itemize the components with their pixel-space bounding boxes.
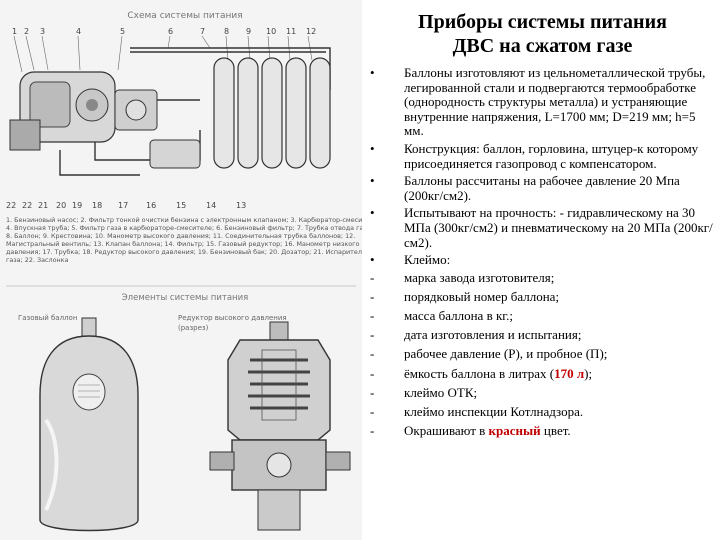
list-item bbox=[370, 271, 715, 286]
dash-marker: - bbox=[370, 404, 375, 420]
description-list bbox=[370, 66, 715, 443]
callout-number: 12 bbox=[306, 27, 317, 36]
callout-number: 20 bbox=[56, 201, 67, 210]
legend-line: 8. Баллон; 9. Крестовина; 10. Манометр высокого давления; 11. Соединительная трубка баллонов; 12. bbox=[6, 232, 356, 240]
capacity-text-before: ёмкость баллона в литрах ( bbox=[404, 365, 555, 381]
dash-marker: - bbox=[370, 423, 375, 439]
callout-number: 21 bbox=[38, 201, 49, 210]
bullet-marker: • bbox=[370, 205, 375, 221]
callout-number: 11 bbox=[286, 27, 297, 36]
list-item bbox=[370, 253, 715, 268]
callout-number: 7 bbox=[200, 27, 206, 36]
bullet-marker: • bbox=[370, 65, 375, 80]
dash-marker: - bbox=[370, 327, 375, 343]
legend-line: 4. Впускная труба; 5. Фильтр газа в карбюраторе-смесителе; 6. Бензиновый фильтр; 7. Трубка отвода газа; bbox=[6, 224, 362, 232]
callout-number: 22 bbox=[22, 201, 33, 210]
list-item-text: рабочее давление (Р), и пробное (П); bbox=[404, 346, 608, 362]
top-callout-numbers bbox=[12, 27, 316, 36]
callout-number: 18 bbox=[92, 201, 103, 210]
list-item bbox=[370, 142, 715, 171]
paint-text-before: Окрашивают в bbox=[404, 423, 489, 439]
gas-cylinders bbox=[214, 58, 330, 168]
list-item-text: Испытывают на прочность: - гидравлическому на 30 МПа (300кг/см2) и пневматическому на 20 МПа (200кг/см2). bbox=[404, 205, 713, 250]
dash-marker: - bbox=[370, 346, 375, 362]
paint-highlight: красный bbox=[488, 423, 541, 439]
list-item bbox=[370, 328, 715, 343]
callout-number: 9 bbox=[246, 27, 252, 36]
reducer-unit bbox=[115, 90, 157, 130]
callout-number: 14 bbox=[206, 201, 217, 210]
callout-number: 1 bbox=[12, 27, 18, 36]
list-item bbox=[370, 206, 715, 250]
list-item-capacity bbox=[370, 367, 715, 382]
list-item-text: порядковый номер баллона; bbox=[404, 288, 560, 304]
callout-number: 13 bbox=[236, 201, 247, 210]
list-item bbox=[370, 174, 715, 203]
callout-number: 15 bbox=[176, 201, 187, 210]
paint-text-after: цвет. bbox=[540, 423, 571, 439]
list-item-text: клеймо инспекции Котлнадзора. bbox=[404, 404, 584, 420]
callout-number: 8 bbox=[224, 27, 230, 36]
bottom-figure-caption: Элементы системы питания bbox=[121, 293, 249, 303]
list-item-text: Баллоны рассчитаны на рабочее давление 20 Мпа (200кг/см2). bbox=[404, 173, 680, 203]
fuel-system-illustration bbox=[0, 0, 362, 540]
dash-marker: - bbox=[370, 365, 375, 381]
bullet-marker: • bbox=[370, 252, 375, 268]
list-item bbox=[370, 386, 715, 401]
dash-marker: - bbox=[370, 384, 375, 400]
list-item-text: масса баллона в кг.; bbox=[404, 308, 514, 324]
figure-legend bbox=[6, 216, 362, 264]
list-item-text: Баллоны изготовляют из цельнометаллической трубы, легированной стали и подвергаются термообработке (однородность структуры металла) и устраняющие внутренние напряжения, L=1700 мм; D=219 мм; h=5 мм. bbox=[404, 65, 706, 139]
legend-line: 1. Бензиновый насос; 2. Фильтр тонкой очистки бензина с электронным клапаном; 3. Карбюратор-смеситель; bbox=[6, 216, 362, 224]
bottom-callout-numbers bbox=[6, 201, 246, 210]
top-figure-caption: Схема системы питания bbox=[127, 11, 243, 21]
callout-number: 3 bbox=[40, 27, 46, 36]
figure-panel bbox=[0, 0, 362, 540]
list-item-text: марка завода изготовителя; bbox=[404, 269, 555, 285]
callout-number: 17 bbox=[118, 201, 129, 210]
reducer-label: Редуктор высокого давления bbox=[178, 314, 287, 322]
callout-number: 6 bbox=[168, 27, 174, 36]
capacity-text-after: ); bbox=[584, 365, 593, 381]
legend-line: Магистральный вентиль; 13. Клапан баллона; 14. Фильтр; 15. Газовый редуктор; 16. Манометр низкого bbox=[6, 240, 360, 248]
list-item bbox=[370, 347, 715, 362]
list-item-paint bbox=[370, 424, 715, 439]
gas-cylinder-drawing bbox=[40, 318, 138, 531]
list-item bbox=[370, 66, 715, 139]
dash-marker: - bbox=[370, 308, 375, 324]
dash-marker: - bbox=[370, 288, 375, 304]
list-item-text: Клеймо: bbox=[404, 252, 451, 268]
engine-block bbox=[10, 72, 115, 150]
callout-number: 19 bbox=[72, 201, 83, 210]
callout-number: 10 bbox=[266, 27, 277, 36]
list-item bbox=[370, 309, 715, 324]
callout-number: 4 bbox=[76, 27, 82, 36]
list-item bbox=[370, 405, 715, 420]
title-line-1: Приборы системы питания bbox=[418, 11, 667, 33]
reducer-cross-section bbox=[210, 322, 350, 530]
legend-line: давления; 17. Трубка; 18. Редуктор высокого давления; 19. Бензиновый бак; 20. Дозатор; 21. Испаритель bbox=[6, 248, 362, 256]
callout-number: 5 bbox=[120, 27, 126, 36]
list-item-text: дата изготовления и испытания; bbox=[404, 327, 582, 343]
list-item-text: клеймо ОТК; bbox=[404, 384, 478, 400]
title-line-2: ДВС на сжатом газе bbox=[452, 35, 633, 57]
capacity-highlight: 170 л bbox=[554, 365, 585, 381]
legend-line: газа; 22. Заслонка bbox=[6, 256, 69, 264]
dash-marker: - bbox=[370, 269, 375, 285]
list-item-text: Конструкция: баллон, горловина, штуцер-к которому присоединяется газопровод с компенсатором. bbox=[404, 140, 699, 171]
fuel-tank bbox=[150, 140, 200, 168]
slide-title bbox=[370, 10, 715, 58]
bullet-marker: • bbox=[370, 140, 375, 156]
callout-number: 16 bbox=[146, 201, 157, 210]
callout-number: 22 bbox=[6, 201, 17, 210]
gas-cylinder-label: Газовый баллон bbox=[18, 314, 78, 322]
callout-number: 2 bbox=[24, 27, 30, 36]
reducer-label-sub: (разрез) bbox=[178, 324, 209, 332]
bullet-marker: • bbox=[370, 173, 375, 189]
list-item bbox=[370, 290, 715, 305]
